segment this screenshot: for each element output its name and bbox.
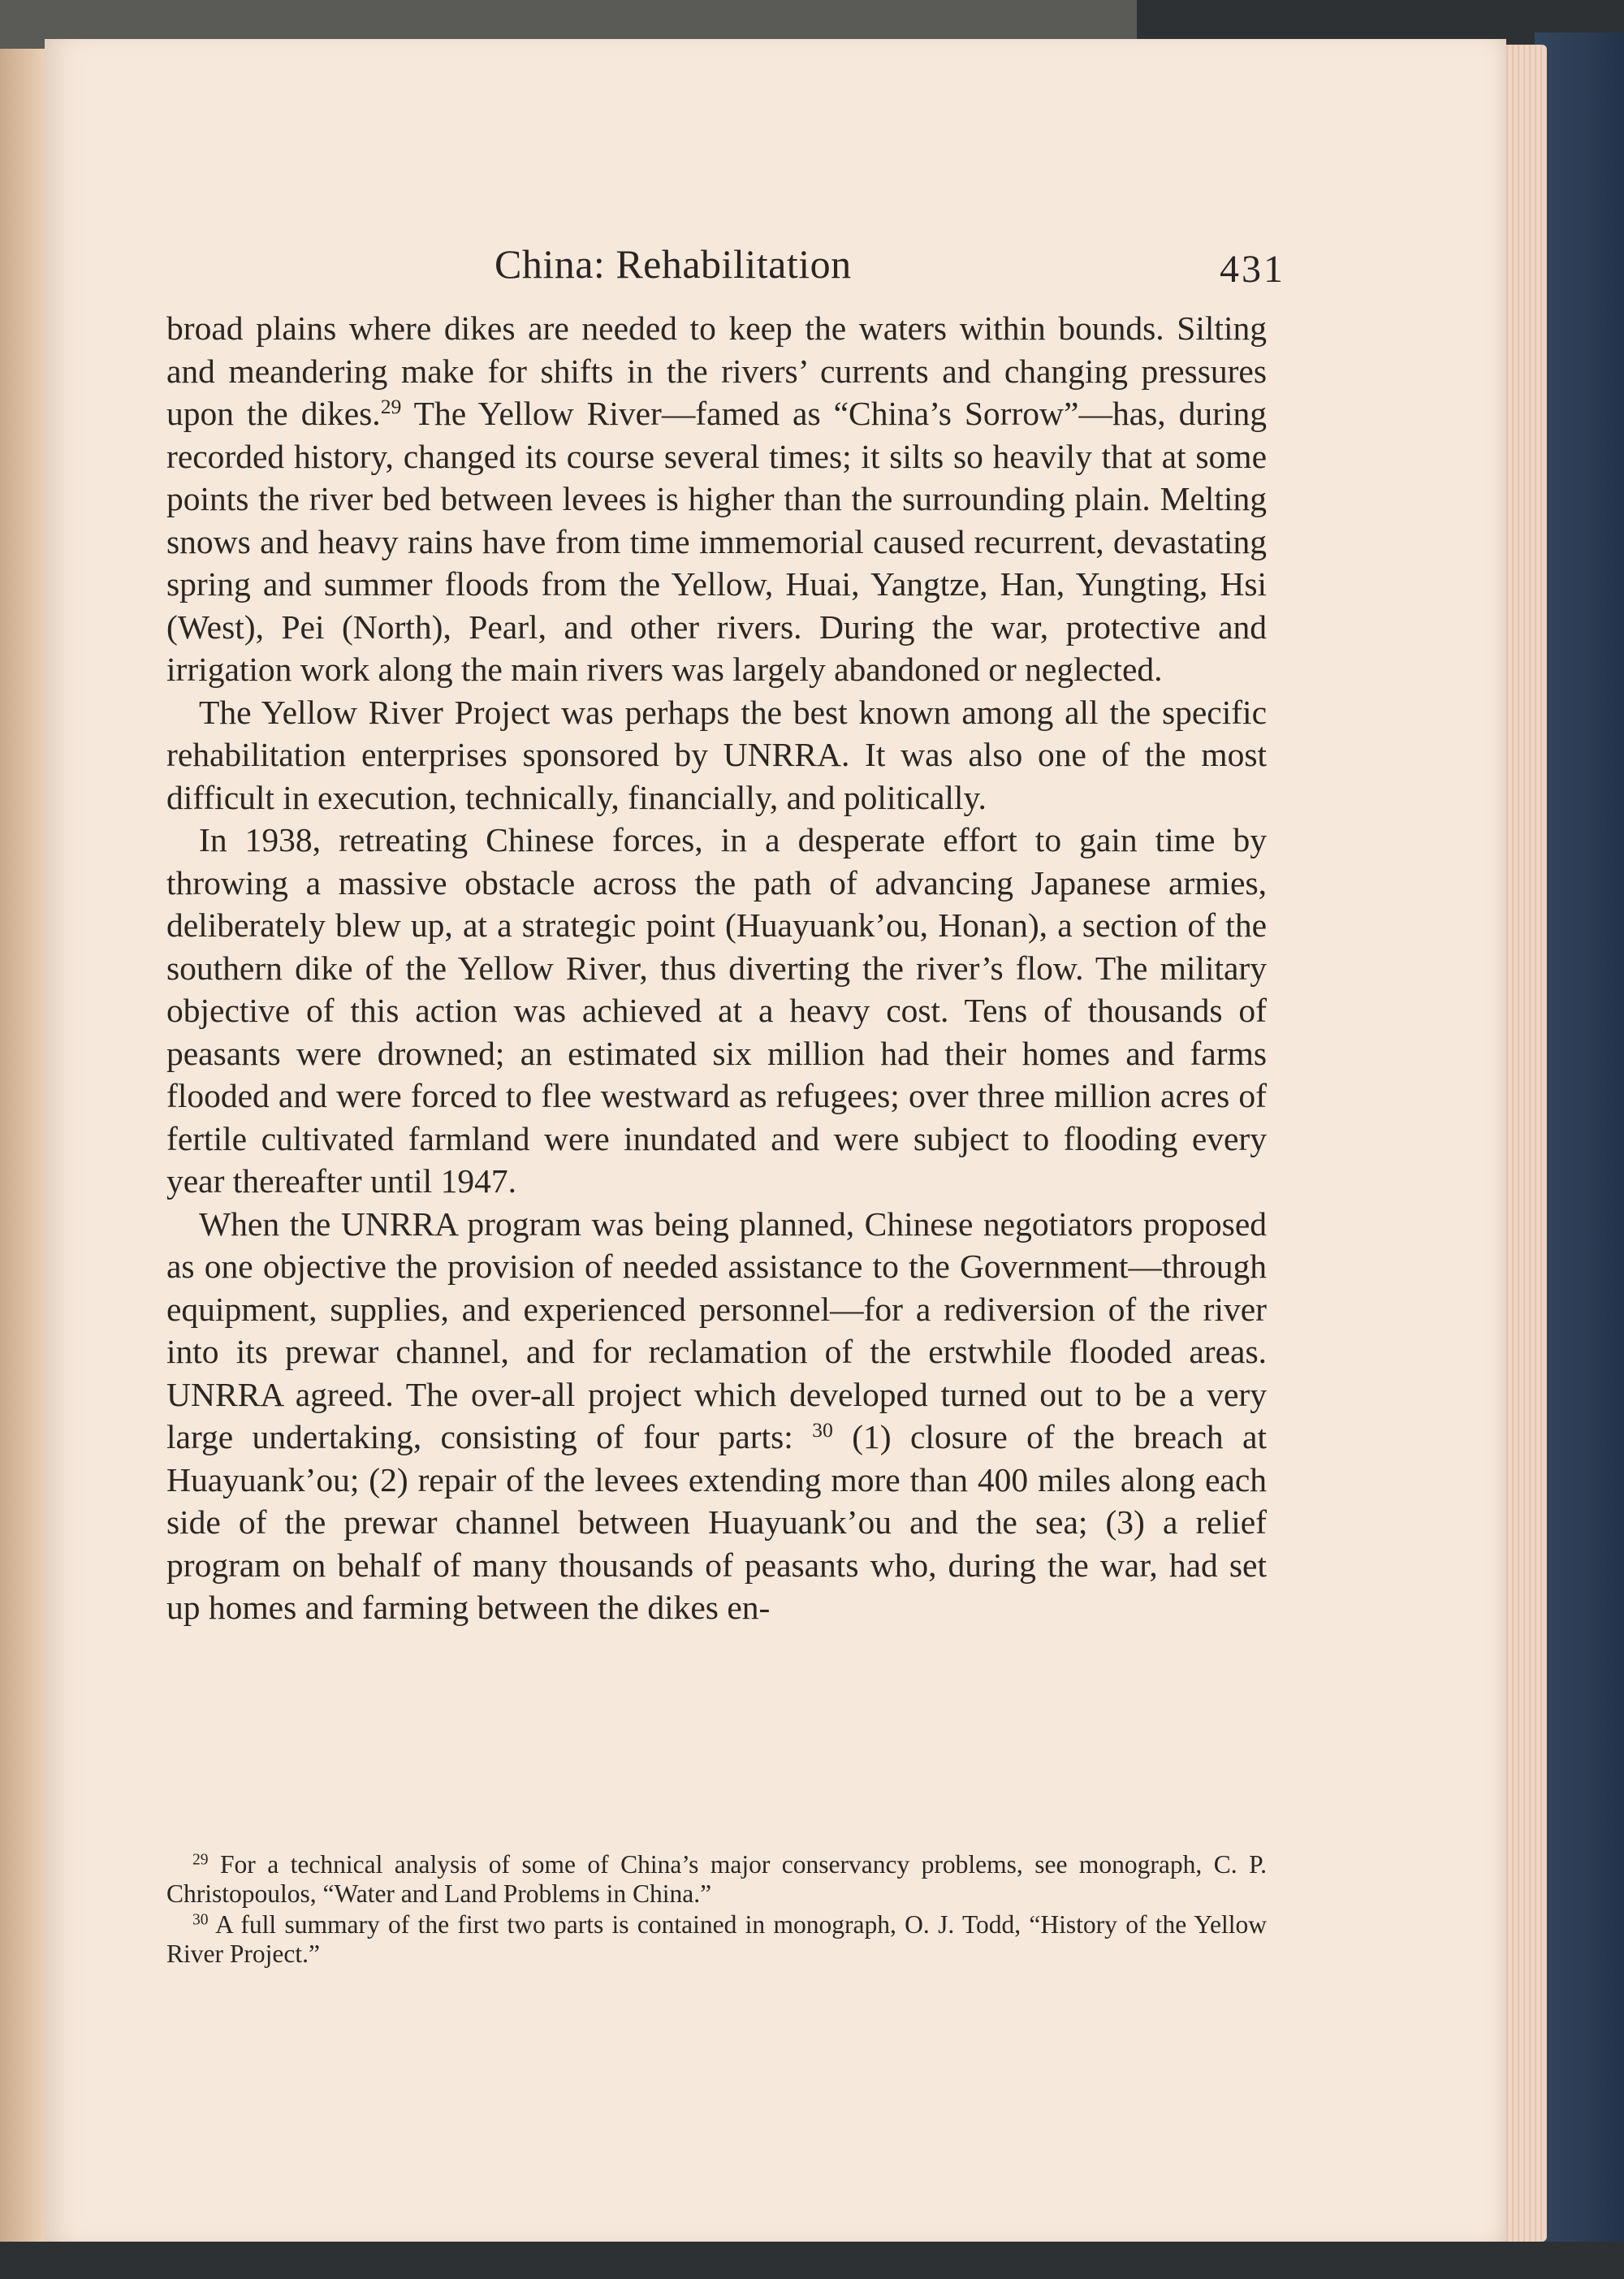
footnote-text: A full summary of the first two parts is contained in monograph, O. J. Todd, “History of the Yellow River Project.” (166, 1910, 1267, 1968)
footnote-ref: 30 (812, 1417, 833, 1442)
paragraph-text: When the UNRRA program was being planned, Chinese negotiators proposed as one objective the provision of needed assistance to the Government—through equipment, supplies, and experienced personnel—for a rediversion of the river into its prewar channel, and for reclamation of the erstwhile flooded areas. UNRRA agreed. The over-all project which developed turned out to be a very large undertaking, consisting of four parts: (166, 1204, 1267, 1455)
paragraph (166, 691, 1267, 819)
page-number: 431 (1220, 248, 1285, 291)
book-page (45, 39, 1506, 2242)
book-cover-spine (1535, 32, 1624, 2242)
footnote-ref: 29 (380, 394, 402, 418)
footnote-number: 30 (192, 1911, 209, 1929)
paragraph-text: (1) closure of the breach at Huayuank’ou; (2) repair of the levees extending more than 400 miles along each side of the prewar channel between Huayuank’ou and the sea; (3) a relief program on behalf of many thousands of peasants who, during the war, had set up homes and farming between the dikes en- (166, 1418, 1267, 1626)
footnote-number: 29 (192, 1851, 209, 1869)
paragraph (166, 1203, 1267, 1629)
paragraph-text: In 1938, retreating Chinese forces, in a desperate effort to gain time by throwing a massive obstacle across the path of advancing Japanese armies, deliberately blew up, at a strategic point (Huayuank’ou, Honan), a section of the southern dike of the Yellow River, thus diverting the river’s flow. The military objective of this action was achieved at a heavy cost. Tens of thousands of peasants were drowned; an estimated six million had their homes and farms flooded and were forced to flee westward as refugees; over three million acres of fertile cultivated farmland were inundated and were subject to flooding every year thereafter until 1947. (166, 821, 1267, 1200)
paragraph (166, 307, 1267, 691)
paragraph-text: The Yellow River—famed as “China’s Sorrow”—has, during recorded history, changed its course several times; it silts so heavily that at some points the river bed between levees is higher than the surrounding plain. Melting snows and heavy rains have from time immemorial caused recurrent, devastating spring and summer floods from the Yellow, Huai, Yangtze, Han, Yungting, Hsi (West), Pei (North), Pearl, and other rivers. During the war, protective and irrigation work along the main rivers was largely abandoned or neglected. (166, 395, 1267, 688)
footnotes (166, 1850, 1267, 1970)
body-text (166, 307, 1267, 1629)
paragraph-text: broad plains where dikes are needed to keep the waters within bounds. Silting and meandering make for shifts in the rivers’ currents and changing pressures upon the dikes. (166, 309, 1267, 432)
running-header (45, 240, 1506, 297)
paragraph-text: The Yellow River Project was perhaps the best known among all the specific rehabilitation enterprises sponsored by UNRRA. It was also one of the most difficult in execution, technically, financially, and politically. (166, 693, 1267, 816)
running-head-title: China: Rehabilitation (495, 241, 852, 287)
footnote-text: For a technical analysis of some of China’s major conservancy problems, see monograph, C. P. Christopoulos, “Water and Land Problems in China.” (166, 1850, 1267, 1908)
footnote (166, 1910, 1267, 1969)
footnote (166, 1850, 1267, 1909)
paragraph (166, 819, 1267, 1203)
